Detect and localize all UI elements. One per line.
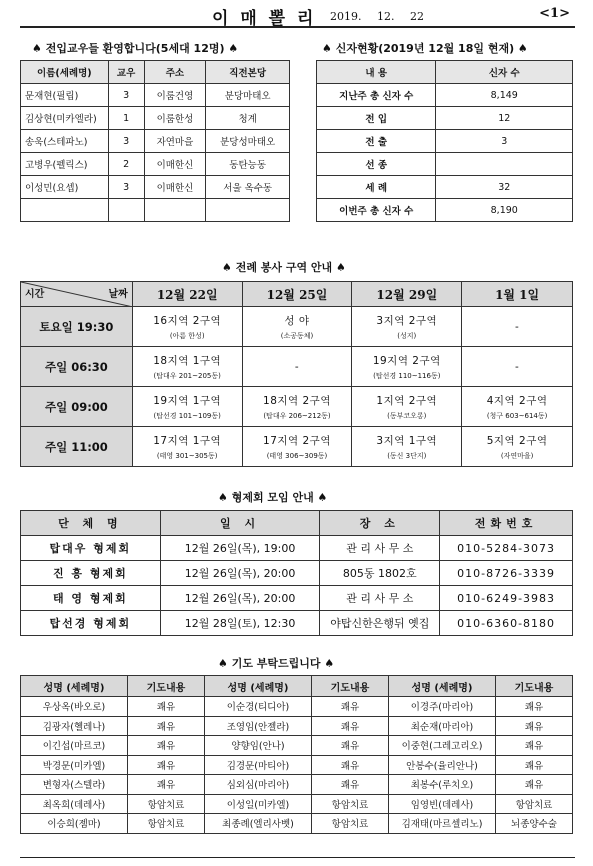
prayer-person: 이경주(마리아)	[389, 697, 496, 717]
prayer-intention: 쾌유	[496, 736, 573, 756]
service-area-detail: (태영 306~309동)	[266, 451, 328, 460]
phone-number: 010-6249-3983	[440, 586, 573, 611]
membership-label: 선 종	[317, 153, 436, 176]
table-cell	[144, 199, 206, 222]
meeting-time: 12월 28일(토), 12:30	[160, 611, 320, 636]
table-row	[317, 153, 573, 176]
meeting-time: 12월 26일(목), 20:00	[160, 561, 320, 586]
service-area-detail: (소공동체)	[280, 331, 314, 340]
table-row	[317, 84, 573, 107]
prayer-header-row	[21, 676, 573, 697]
table-row	[21, 814, 573, 834]
table-cell: 문재현(필립)	[21, 84, 109, 107]
prayer-col-header: 기도내용	[312, 676, 389, 697]
table-row	[317, 130, 573, 153]
table-cell: 이룸건영	[144, 84, 206, 107]
groups-col-header: 전화번호	[440, 511, 573, 536]
table-row	[21, 427, 573, 467]
newcomers-col-header: 주소	[144, 61, 206, 84]
service-area: -	[514, 360, 520, 373]
service-cell	[352, 427, 462, 467]
service-area-detail: (태영 301~305동)	[156, 451, 218, 460]
service-header-row	[21, 282, 573, 307]
prayer-intention: 쾌유	[128, 697, 205, 717]
meeting-time: 12월 26일(목), 19:00	[160, 536, 320, 561]
membership-label: 지난주 총 신자 수	[317, 84, 436, 107]
service-time: 주일 09:00	[21, 387, 133, 427]
membership-label: 세 례	[317, 176, 436, 199]
service-cell	[462, 427, 573, 467]
service-area: 18지역 2구역	[263, 394, 331, 407]
prayer-intention: 쾌유	[312, 716, 389, 736]
prayer-intention: 항암치료	[128, 814, 205, 834]
group-name: 태 영 형제회	[21, 586, 161, 611]
service-cell	[242, 347, 352, 387]
prayer-person: 이승희(젬마)	[21, 814, 128, 834]
time-date-corner	[21, 282, 133, 307]
service-date-header: 1월 1일	[462, 282, 573, 307]
membership-label: 이번주 총 신자 수	[317, 199, 436, 222]
page-number: <1>	[539, 6, 570, 21]
prayer-col-header: 기도내용	[496, 676, 573, 697]
service-area: 18지역 1구역	[153, 354, 222, 367]
service-cell	[132, 307, 242, 347]
table-cell: 3	[108, 130, 144, 153]
table-row	[21, 176, 290, 199]
service-area: 3지역 1구역	[376, 434, 438, 447]
prayer-person: 김재태(마르셀리노)	[389, 814, 496, 834]
table-row	[21, 697, 573, 717]
membership-label: 전 출	[317, 130, 436, 153]
prayer-title: ♠ 기도 부탁드립니다 ♠	[218, 657, 335, 670]
table-cell: 김상현(미카엘라)	[21, 107, 109, 130]
table-cell	[21, 199, 109, 222]
service-cell	[352, 307, 462, 347]
meeting-place: 805동 1802호	[320, 561, 440, 586]
service-cell	[462, 307, 573, 347]
prayer-intention: 쾌유	[496, 697, 573, 717]
table-cell: 분당성마태오	[206, 130, 290, 153]
service-area-detail: (청구 603~614동)	[486, 411, 548, 420]
meeting-place: 관 리 사 무 소	[320, 536, 440, 561]
group-name: 탑대우 형제회	[21, 536, 161, 561]
service-area: 19지역 1구역	[153, 394, 222, 407]
service-area: 17지역 1구역	[153, 434, 222, 447]
meeting-place: 야탑신한은행뒤 옛집	[320, 611, 440, 636]
table-row	[21, 199, 290, 222]
table-row	[21, 775, 573, 795]
prayer-intention: 쾌유	[496, 755, 573, 775]
prayer-col-header: 성명 (세례명)	[205, 676, 312, 697]
prayer-col-header: 기도내용	[128, 676, 205, 697]
prayer-person: 조영임(안젤라)	[205, 716, 312, 736]
prayer-person: 안봉수(율리안나)	[389, 755, 496, 775]
membership-value: 12	[436, 107, 573, 130]
prayer-person: 최봉수(루치오)	[389, 775, 496, 795]
membership-value: 8,149	[436, 84, 573, 107]
service-area-detail: (탑대우 206~212동)	[263, 411, 331, 420]
table-row	[21, 107, 290, 130]
table-row	[21, 794, 573, 814]
prayer-person: 이긴섭(마르코)	[21, 736, 128, 756]
table-cell: 서울 옥수동	[206, 176, 290, 199]
service-area-detail: (동부코오롱)	[387, 411, 427, 420]
group-name: 탑선경 형제회	[21, 611, 161, 636]
table-row	[21, 347, 573, 387]
corner-time-label: 시간	[25, 289, 45, 300]
prayer-intention: 항암치료	[312, 794, 389, 814]
service-time: 주일 06:30	[21, 347, 133, 387]
phone-number: 010-5284-3073	[440, 536, 573, 561]
newcomers-col-header: 이름(세례명)	[21, 61, 109, 84]
liturgy-service-table	[20, 281, 573, 467]
table-row	[21, 755, 573, 775]
service-date-header: 12월 29일	[352, 282, 462, 307]
service-area: -	[514, 320, 520, 333]
teachers-title: ♠ 전입교우들 환영합니다(5세대 12명) ♠	[32, 42, 239, 55]
service-area: 1지역 2구역	[376, 394, 438, 407]
prayer-person: 최순재(마리아)	[389, 716, 496, 736]
table-cell	[206, 199, 290, 222]
membership-col-header: 내 용	[317, 61, 436, 84]
table-cell: 이매한신	[144, 176, 206, 199]
table-row	[21, 716, 573, 736]
table-cell: 자연마을	[144, 130, 206, 153]
table-cell	[108, 199, 144, 222]
table-cell: 동탄능동	[206, 153, 290, 176]
table-cell: 고병우(펠릭스)	[21, 153, 109, 176]
prayer-intention: 쾌유	[128, 755, 205, 775]
prayer-person: 최종례(엘리사벳)	[205, 814, 312, 834]
prayer-intention: 쾌유	[312, 736, 389, 756]
membership-table	[316, 60, 573, 222]
newcomers-col-header: 직전본당	[206, 61, 290, 84]
service-area: 3지역 2구역	[376, 314, 438, 327]
service-cell	[132, 387, 242, 427]
prayer-intention: 쾌유	[312, 697, 389, 717]
phone-number: 010-6360-8180	[440, 611, 573, 636]
prayer-request-table	[20, 675, 573, 834]
service-area-detail: (탑선경 110~116동)	[373, 371, 441, 380]
prayer-intention: 쾌유	[496, 716, 573, 736]
membership-col-header: 신자 수	[436, 61, 573, 84]
membership-value: 32	[436, 176, 573, 199]
meeting-place: 관 리 사 무 소	[320, 586, 440, 611]
service-area: 5지역 2구역	[486, 434, 548, 447]
groups-col-header: 장 소	[320, 511, 440, 536]
newcomers-col-header: 교우	[108, 61, 144, 84]
service-cell	[132, 427, 242, 467]
service-cell	[242, 387, 352, 427]
prayer-intention: 쾌유	[312, 775, 389, 795]
corner-date-label: 날짜	[108, 289, 128, 300]
service-area: 19지역 2구역	[372, 354, 441, 367]
service-cell	[352, 387, 462, 427]
table-row	[21, 586, 573, 611]
prayer-person: 우상옥(바오로)	[21, 697, 128, 717]
prayer-person: 김경문(마티아)	[205, 755, 312, 775]
groups-header-row	[21, 511, 573, 536]
service-date-header: 12월 22일	[132, 282, 242, 307]
service-area-detail: (성지)	[397, 331, 417, 340]
table-row	[21, 153, 290, 176]
service-area-detail: (탑선경 101~109동)	[153, 411, 221, 420]
table-cell: 청계	[206, 107, 290, 130]
prayer-intention: 쾌유	[312, 755, 389, 775]
prayer-intention: 뇌종양수술	[496, 814, 573, 834]
phone-number: 010-8726-3339	[440, 561, 573, 586]
newcomers-header-row	[21, 61, 290, 84]
prayer-person: 박경문(미카엘)	[21, 755, 128, 775]
service-area-detail: (자연마을)	[500, 451, 534, 460]
prayer-intention: 쾌유	[128, 775, 205, 795]
service-area-detail: (아름 한성)	[169, 331, 205, 340]
table-cell: 이성민(요셉)	[21, 176, 109, 199]
service-area-detail: (탑대우 201~205동)	[153, 371, 221, 380]
group-name: 진 흥 형제회	[21, 561, 161, 586]
footer-rule	[20, 857, 575, 858]
membership-header-row	[317, 61, 573, 84]
groups-col-header: 단 체 명	[21, 511, 161, 536]
service-area-detail: (동신 3단지)	[387, 451, 427, 460]
prayer-person: 양향임(안나)	[205, 736, 312, 756]
membership-value	[436, 153, 573, 176]
prayer-intention: 항암치료	[128, 794, 205, 814]
service-cell	[242, 427, 352, 467]
prayer-intention: 쾌유	[128, 736, 205, 756]
bulletin-date: 2019. 12. 22	[330, 10, 424, 23]
newcomers-table	[20, 60, 290, 222]
groups-title: ♠ 형제회 모임 안내 ♠	[218, 491, 328, 504]
table-cell: 1	[108, 107, 144, 130]
prayer-person: 최옥희(데레사)	[21, 794, 128, 814]
prayer-person: 변형자(스텔라)	[21, 775, 128, 795]
service-area: -	[294, 360, 300, 373]
prayer-person: 이중현(그레고리오)	[389, 736, 496, 756]
table-row	[317, 199, 573, 222]
prayer-intention: 쾌유	[496, 775, 573, 795]
meeting-time: 12월 26일(목), 20:00	[160, 586, 320, 611]
service-cell	[352, 347, 462, 387]
prayer-intention: 항암치료	[496, 794, 573, 814]
service-cell	[462, 347, 573, 387]
table-cell: 3	[108, 176, 144, 199]
table-cell: 이매한신	[144, 153, 206, 176]
prayer-person: 이성일(미카엘)	[205, 794, 312, 814]
prayer-intention: 쾌유	[128, 716, 205, 736]
table-row	[21, 611, 573, 636]
table-cell: 이룸한성	[144, 107, 206, 130]
service-time: 주일 11:00	[21, 427, 133, 467]
prayer-col-header: 성명 (세례명)	[21, 676, 128, 697]
members-title: ♠ 신자현황(2019년 12월 18일 현재) ♠	[322, 42, 528, 55]
table-cell: 2	[108, 153, 144, 176]
bulletin-title: 이 매 뽈 리	[212, 9, 317, 29]
service-area: 성 야	[284, 314, 310, 327]
table-row	[317, 107, 573, 130]
service-area: 16지역 2구역	[153, 314, 222, 327]
prayer-person: 심외심(마리아)	[205, 775, 312, 795]
table-row	[21, 387, 573, 427]
membership-value: 8,190	[436, 199, 573, 222]
prayer-person: 임영빈(데레사)	[389, 794, 496, 814]
service-cell	[132, 347, 242, 387]
table-row	[21, 307, 573, 347]
table-row	[21, 561, 573, 586]
prayer-person: 김광자(헬레나)	[21, 716, 128, 736]
brotherhood-meeting-table	[20, 510, 573, 636]
table-row	[21, 84, 290, 107]
table-cell: 송욱(스테파노)	[21, 130, 109, 153]
service-title: ♠ 전례 봉사 구역 안내 ♠	[222, 261, 346, 274]
header-rule	[20, 26, 575, 28]
service-cell	[462, 387, 573, 427]
table-row	[21, 130, 290, 153]
prayer-intention: 항암치료	[312, 814, 389, 834]
membership-label: 전 입	[317, 107, 436, 130]
prayer-person: 이순경(티디아)	[205, 697, 312, 717]
table-row	[317, 176, 573, 199]
table-cell: 분당마태오	[206, 84, 290, 107]
table-cell: 3	[108, 84, 144, 107]
membership-value: 3	[436, 130, 573, 153]
prayer-col-header: 성명 (세례명)	[389, 676, 496, 697]
table-row	[21, 736, 573, 756]
service-date-header: 12월 25일	[242, 282, 352, 307]
table-row	[21, 536, 573, 561]
service-time: 토요일 19:30	[21, 307, 133, 347]
service-cell	[242, 307, 352, 347]
service-area: 17지역 2구역	[263, 434, 331, 447]
page-header	[20, 4, 575, 29]
service-area: 4지역 2구역	[486, 394, 548, 407]
groups-col-header: 일 시	[160, 511, 320, 536]
